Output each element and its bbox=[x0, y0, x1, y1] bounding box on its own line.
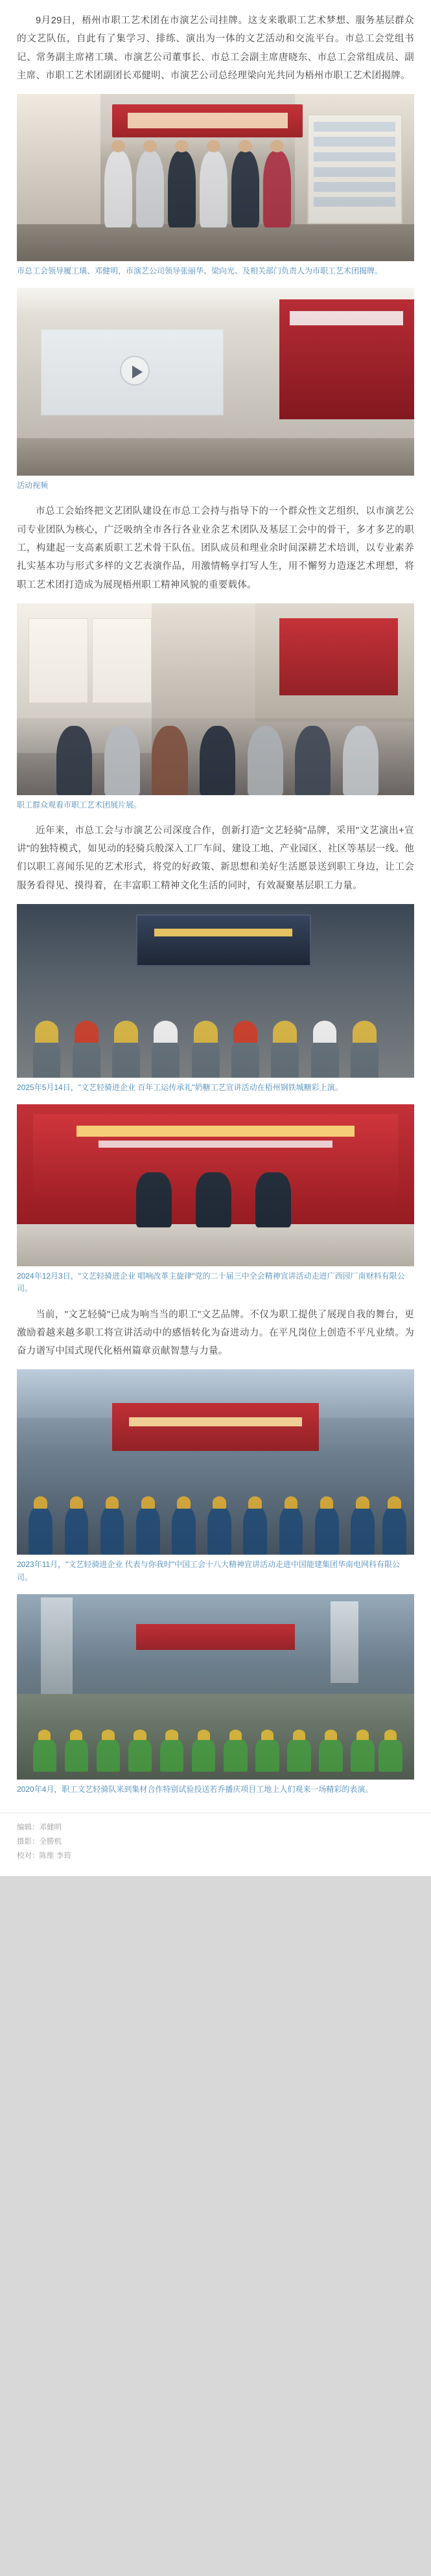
figure-6 bbox=[17, 1369, 414, 1583]
paragraph-1: 9月29日，梧州市职工艺术团在市演艺公司挂牌。这支来歌职工艺术梦想、服务基层群众的文艺队伍，自此有了集学习、排练、演出为一体的文艺活动和交流平台。市总工会党组书记、常务副主席褚工璜、市演艺公司董事长、市总工会副主席唐晓东、市总工会常组成员、副主席、市职工艺术团副团长邓健明、市演艺公司总经理梁向光共同为梧州市职工艺术团揭牌。 bbox=[17, 16, 414, 81]
figure-4 bbox=[17, 904, 414, 1094]
photo-decor bbox=[279, 618, 399, 695]
photo-person bbox=[136, 151, 164, 228]
figure-caption-7: 2020年4月，职工文艺轻骑队来到集材合作特别试验投送若乔播庆项目工地上人们观来一场精彩的表演。 bbox=[17, 1784, 373, 1794]
photo-decor bbox=[99, 1141, 332, 1148]
photo-person bbox=[168, 151, 196, 228]
photo-decor bbox=[331, 1601, 358, 1683]
photo-leaders-unveiling bbox=[17, 94, 414, 261]
photo-person bbox=[196, 1172, 231, 1227]
photo-decor bbox=[92, 618, 152, 702]
photo-person bbox=[104, 151, 132, 228]
photo-construction-site-performance bbox=[17, 1594, 414, 1780]
figure-caption-6: 2023年11月，"文艺轻骑进企业 代表与你我时"中国工会十八大精神宣讲活动走进中国能建集团华南电网科有限公司。 bbox=[17, 1560, 401, 1582]
photo-decor bbox=[136, 1624, 295, 1650]
photo-decor bbox=[76, 1126, 355, 1137]
photo-outdoor-assembly bbox=[17, 1369, 414, 1555]
photo-person bbox=[255, 1172, 291, 1227]
paragraph-4: 当前，"文艺轻骑"已成为响当当的职工"文艺品牌。不仅为职工提供了展现自我的舞台，更激励着越来越多职工将宣讲活动中的感悟转化为奋进动力。在平凡岗位上创造不平凡业绩。为奋力谱写中国式现代化梧州篇章贡献智慧与力量。 bbox=[17, 1309, 414, 1357]
figure-caption-1: 市总工会领导履工璜、邓健明，市演艺公司领导张丽华、梁向光、及相关部门负责人为市职工艺术团揭牌。 bbox=[17, 266, 383, 276]
photo-decor bbox=[136, 914, 311, 966]
photo-night-rally bbox=[17, 904, 414, 1078]
photo-decor bbox=[17, 224, 414, 261]
photo-person bbox=[248, 726, 283, 795]
article-footer bbox=[0, 1813, 431, 1877]
paragraph-3: 近年来，市总工会与市演艺公司深度合作，创新打造"文艺轻骑"品牌，采用"文艺演出+宣讲"的独特模式，如见动的轻骑兵般深入工厂车间、建设工地、产业园区、社区等基层一线。他们以职工喜闻乐见的艺术形式，将党的好政策、新思想和美好生活愿景送到职工身边，让工会服务看得见、摸得着，在丰富职工精神文化生活的同时，有效凝聚基层职工力量。 bbox=[17, 825, 414, 891]
photo-person bbox=[231, 151, 259, 228]
photo-decor bbox=[17, 438, 414, 476]
photo-decor bbox=[307, 114, 402, 224]
photo-decor bbox=[112, 1403, 319, 1451]
photo-person bbox=[295, 726, 331, 795]
figure-3 bbox=[17, 603, 414, 811]
photo-red-backdrop-performance bbox=[17, 1104, 414, 1266]
photo-workers-viewing-exhibit bbox=[17, 603, 414, 795]
footer-proofreader: 校对：陈维 李筠 bbox=[17, 1851, 71, 1860]
footer-editor: 编辑：邓健明 bbox=[17, 1823, 62, 1831]
photo-decor bbox=[112, 104, 303, 138]
photo-person bbox=[263, 151, 291, 228]
photo-person bbox=[200, 151, 227, 228]
paragraph-2: 市总工会始终把文艺团队建设在市总工会持与指导下的一个群众性文艺组织，以市演艺公司专业团队为核心，广泛吸纳全市各行各业业余艺术团队及基层工会中的骨干，多才多艺的职工，构建起一支高素质职工艺术骨干队伍。团队成员和理业余时间深耕艺术培训，以专业素养扎实基本功与形式多样的文艺表演作品，用激情畅享打写人生，用不懈努力造逐艺术理想，将职工艺术团打造成为展现梧州职工精神风貌的重要载体。 bbox=[17, 506, 414, 590]
photo-person bbox=[136, 1172, 172, 1227]
photo-decor bbox=[17, 1224, 414, 1266]
photo-person bbox=[200, 726, 235, 795]
photo-person bbox=[152, 726, 187, 795]
photo-person bbox=[104, 726, 140, 795]
figure-1 bbox=[17, 94, 414, 277]
photo-decor bbox=[41, 1597, 73, 1694]
play-button-icon[interactable] bbox=[120, 356, 150, 386]
figure-2 bbox=[17, 288, 414, 492]
figure-caption-4: 2025年5月14日，"文艺轻骑进企业 百年工运传承礼"奶糖工艺宣讲活动在梧州钢铁城糖彩上演。 bbox=[17, 1083, 343, 1093]
figure-caption-5: 2024年12月3日，"文艺轻骑进企业 唱响改革主旋律"党的二十届三中全会精神宣讲活动走进广西园厂南财料有限公司。 bbox=[17, 1271, 405, 1294]
photo-exhibition-hall-video[interactable] bbox=[17, 288, 414, 476]
footer-photographer: 摄影：全勝机 bbox=[17, 1837, 62, 1846]
figure-caption-2: 活动视频 bbox=[17, 481, 49, 491]
photo-person bbox=[56, 726, 92, 795]
figure-caption-3: 职工群众观看市职工艺术团展片展。 bbox=[17, 800, 142, 809]
figure-5 bbox=[17, 1104, 414, 1295]
figure-7 bbox=[17, 1594, 414, 1796]
photo-decor bbox=[279, 299, 414, 420]
photo-person bbox=[343, 726, 379, 795]
photo-decor bbox=[29, 618, 88, 702]
